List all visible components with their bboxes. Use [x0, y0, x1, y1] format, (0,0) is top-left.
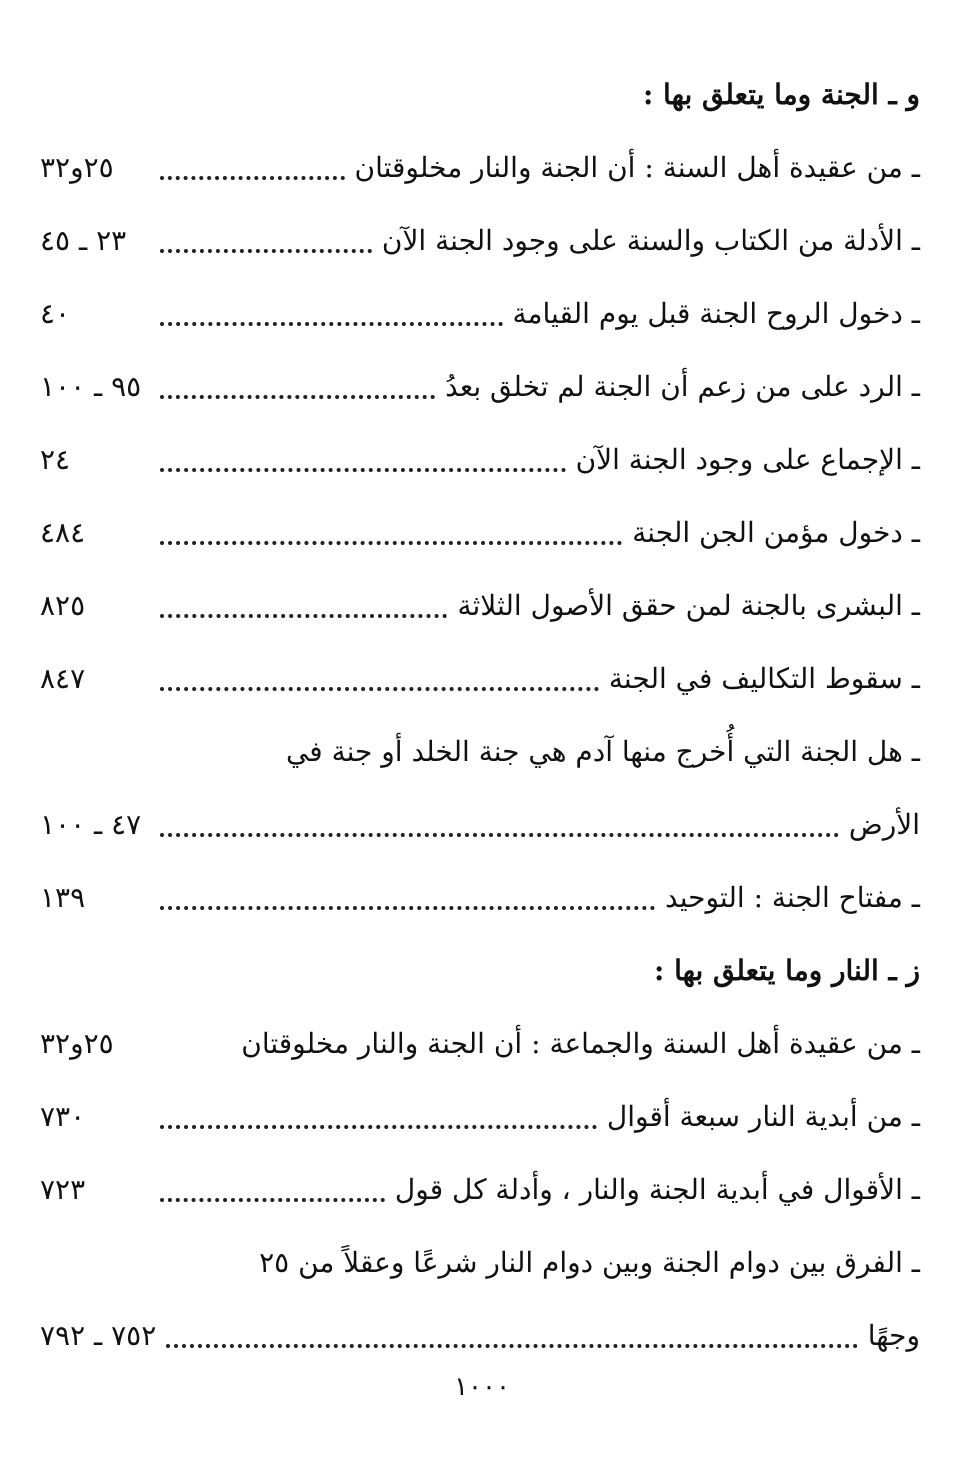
entry-text: ـ الرد على من زعم أن الجنة لم تخلق بعدُ — [445, 369, 920, 403]
entry-text: ـ سقوط التكاليف في الجنة — [608, 661, 920, 695]
entry-text: ـ الأدلة من الكتاب والسنة على وجود الجنة الآن — [381, 223, 920, 257]
leader-dots — [160, 533, 622, 545]
entry-text: ـ الإجماع على وجود الجنة الآن — [575, 442, 920, 476]
section-heading-text: ز ـ النار وما يتعلق بها : — [653, 953, 920, 987]
entry-text: ـ البشرى بالجنة لمن حقق الأصول الثلاثة — [457, 588, 920, 622]
entry-text: ـ هل الجنة التي أُخرج منها آدم هي جنة الخلد أو جنة في — [285, 734, 920, 768]
index-entry — [40, 277, 920, 350]
leader-dots — [160, 1190, 385, 1202]
index-entry — [40, 131, 920, 204]
leader-dots — [160, 679, 599, 691]
page-reference: ٨٢٥ — [40, 588, 86, 622]
entry-text: ـ من عقيدة أهل السنة والجماعة : أن الجنة والنار مخلوقتان — [241, 1026, 920, 1060]
index-entry — [40, 350, 920, 423]
index-entry — [40, 204, 920, 277]
section-heading-fire — [40, 934, 920, 1007]
entry-text: ـ الأقوال في أبدية الجنة والنار ، وأدلة كل قول — [394, 1172, 920, 1206]
index-entry — [40, 1007, 920, 1080]
leader-dots — [160, 898, 655, 910]
page-reference: ٧٥٢ ـ ٧٩٢ — [40, 1318, 157, 1352]
index-entry-first-line — [40, 1226, 920, 1299]
page-reference: ٤٧ ـ ١٠٠ — [40, 807, 142, 841]
leader-dots — [160, 387, 435, 399]
index-entry — [40, 861, 920, 934]
page-reference: ٢٥و٣٢ — [40, 1026, 114, 1060]
page-reference: ٧٢٣ — [40, 1172, 86, 1206]
index-page — [40, 58, 920, 1372]
entry-text: ـ من عقيدة أهل السنة : أن الجنة والنار مخلوقتان — [354, 150, 920, 184]
leader-dots — [160, 460, 566, 472]
leader-dots — [160, 168, 345, 180]
entry-text: ـ دخول الروح الجنة قبل يوم القيامة — [512, 296, 920, 330]
index-entry — [40, 642, 920, 715]
index-entry — [40, 423, 920, 496]
entry-continuation-text: وجهًا — [867, 1318, 920, 1352]
page-reference: ٢٤ — [40, 442, 71, 476]
entry-text: ـ الفرق بين دوام الجنة وبين دوام النار شرعًا وعقلاً من ٢٥ — [259, 1245, 920, 1279]
index-entry-continuation — [40, 1299, 920, 1372]
entry-text: ـ من أبدية النار سبعة أقوال — [606, 1099, 920, 1133]
index-entry — [40, 569, 920, 642]
leader-dots — [160, 241, 372, 253]
entry-text: ـ دخول مؤمن الجن الجنة — [632, 515, 920, 549]
leader-dots — [160, 825, 839, 837]
page-number: ١٠٠٠ — [454, 1372, 510, 1402]
entry-text: ـ مفتاح الجنة : التوحيد — [665, 880, 920, 914]
page-reference: ٤٨٤ — [40, 515, 86, 549]
leader-dots — [160, 314, 503, 326]
page-reference: ٢٥و٣٢ — [40, 150, 114, 184]
index-entry — [40, 1153, 920, 1226]
page-reference: ٢٣ ـ ٤٥ — [40, 223, 127, 257]
section-heading-text: و ـ الجنة وما يتعلق بها : — [642, 77, 920, 111]
leader-dots — [160, 1117, 597, 1129]
leader-dots — [160, 606, 447, 618]
index-entry-continuation — [40, 788, 920, 861]
leader-dots — [166, 1336, 857, 1348]
index-entry — [40, 1080, 920, 1153]
page-reference: ٨٤٧ — [40, 661, 86, 695]
entry-continuation-text: الأرض — [848, 807, 920, 841]
page-reference: ٤٠ — [40, 296, 71, 330]
leader-dots — [160, 1044, 231, 1056]
index-entry-first-line — [40, 715, 920, 788]
section-heading-paradise — [40, 58, 920, 131]
page-reference: ١٣٩ — [40, 880, 86, 914]
page-reference: ٩٥ ـ ١٠٠ — [40, 369, 142, 403]
page-reference: ٧٣٠ — [40, 1099, 86, 1133]
index-entry — [40, 496, 920, 569]
